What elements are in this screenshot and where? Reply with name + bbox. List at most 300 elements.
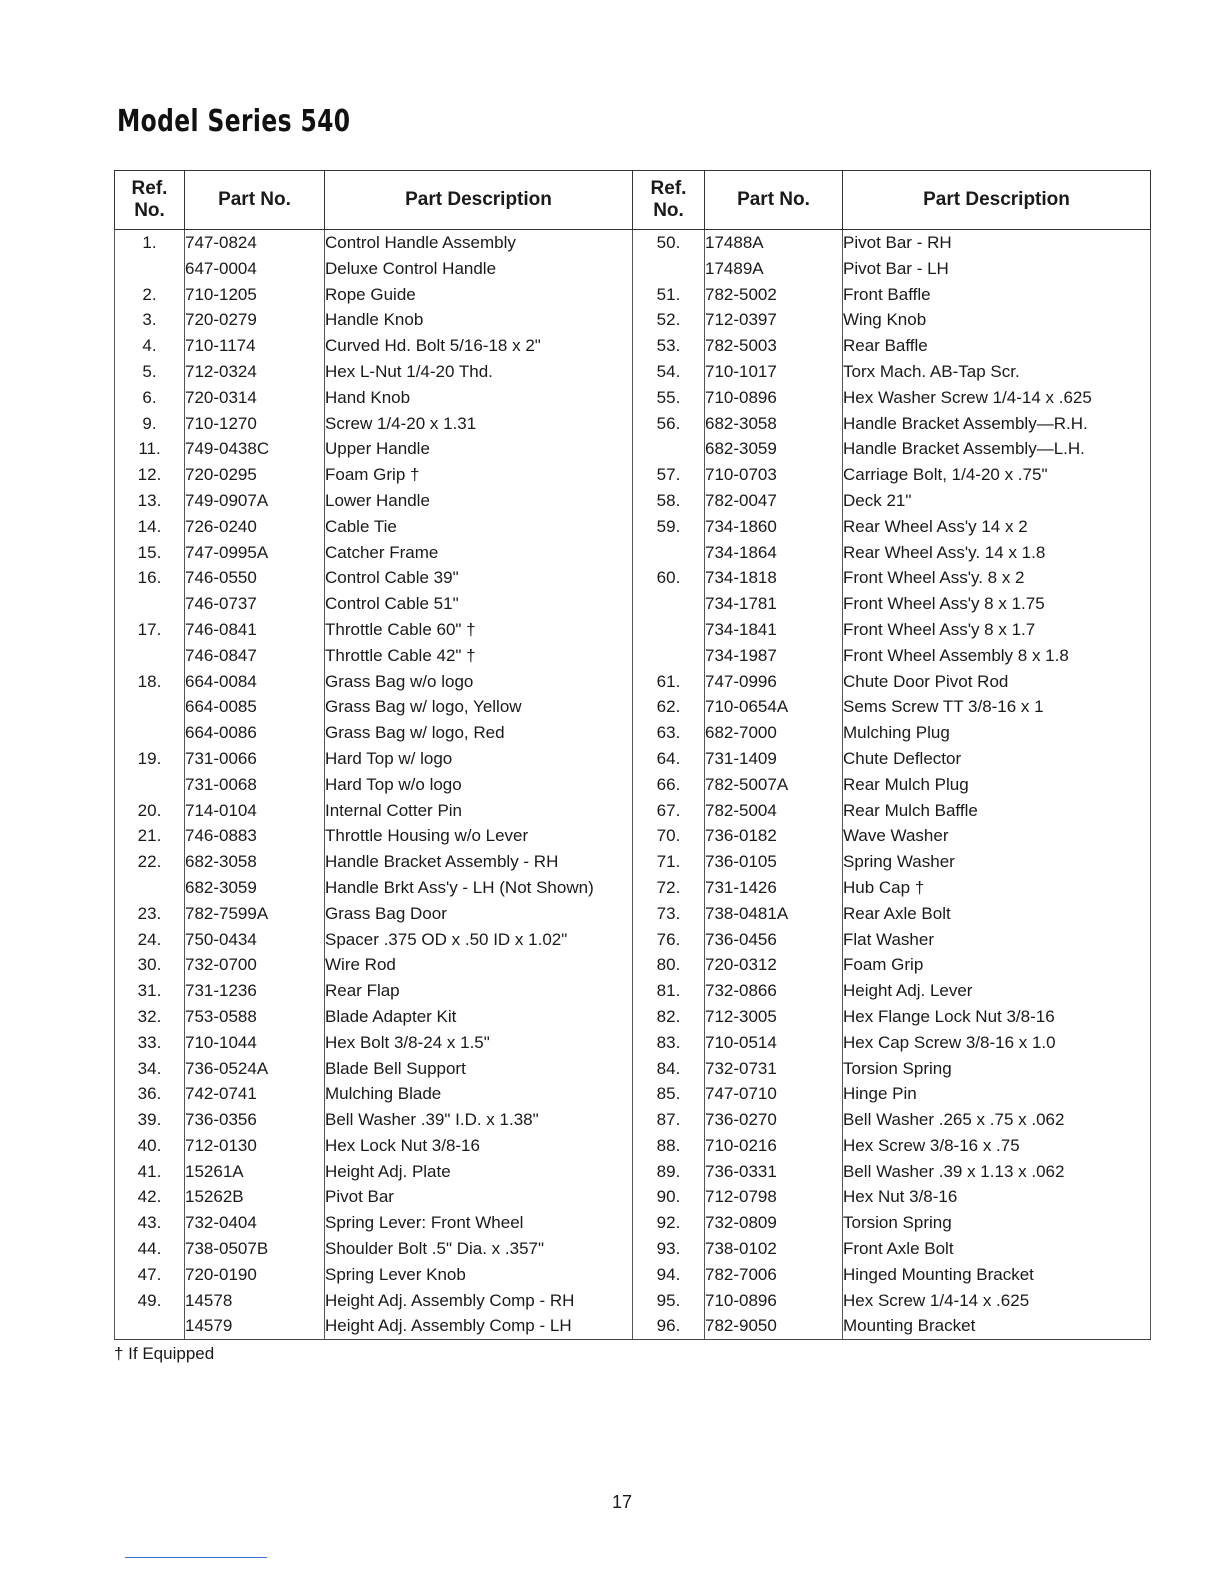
- part-no-cell: 732-0866: [705, 978, 843, 1004]
- part-no-cell: 710-1174: [185, 333, 325, 359]
- part-no-cell: 731-0066: [185, 746, 325, 772]
- table-row: [115, 359, 1151, 385]
- table-row: [115, 230, 1151, 256]
- ref-no-cell: 70.: [633, 823, 705, 849]
- part-description-cell: Blade Adapter Kit: [325, 1004, 633, 1030]
- part-description-cell: Grass Bag w/ logo, Yellow: [325, 694, 633, 720]
- part-description-cell: Rear Axle Bolt: [843, 901, 1151, 927]
- ref-no-cell: 87.: [633, 1107, 705, 1133]
- part-description-cell: Rear Mulch Baffle: [843, 798, 1151, 824]
- part-no-cell: 710-1270: [185, 411, 325, 437]
- table-row: [115, 694, 1151, 720]
- part-description-cell: Rear Baffle: [843, 333, 1151, 359]
- table-header-row: [115, 171, 1151, 230]
- table-row: [115, 849, 1151, 875]
- ref-no-cell: 21.: [115, 823, 185, 849]
- part-description-cell: Hard Top w/o logo: [325, 772, 633, 798]
- table-row: [115, 1313, 1151, 1339]
- part-no-cell: 782-5007A: [705, 772, 843, 798]
- ref-no-cell: 62.: [633, 694, 705, 720]
- table-row: [115, 978, 1151, 1004]
- part-no-cell: 664-0084: [185, 669, 325, 695]
- header-ref-no-2: Ref. No.: [633, 171, 705, 230]
- part-no-cell: 747-0996: [705, 669, 843, 695]
- ref-no-cell: 49.: [115, 1288, 185, 1314]
- ref-no-cell: 1.: [115, 230, 185, 256]
- part-description-cell: Handle Bracket Assembly - RH: [325, 849, 633, 875]
- table-row: [115, 565, 1151, 591]
- part-no-cell: 746-0883: [185, 823, 325, 849]
- header-part-description-2: Part Description: [843, 171, 1151, 230]
- ref-no-cell: 96.: [633, 1313, 705, 1339]
- part-description-cell: Throttle Cable 60" †: [325, 617, 633, 643]
- ref-no-cell: 71.: [633, 849, 705, 875]
- part-description-cell: Rear Wheel Ass'y. 14 x 1.8: [843, 540, 1151, 566]
- part-description-cell: Front Wheel Ass'y 8 x 1.75: [843, 591, 1151, 617]
- part-no-cell: 782-9050: [705, 1313, 843, 1339]
- part-no-cell: 682-3058: [185, 849, 325, 875]
- ref-no-cell: 32.: [115, 1004, 185, 1030]
- part-description-cell: Hex Screw 3/8-16 x .75: [843, 1133, 1151, 1159]
- ref-no-cell: 11.: [115, 436, 185, 462]
- part-no-cell: 712-0397: [705, 307, 843, 333]
- part-no-cell: 738-0507B: [185, 1236, 325, 1262]
- part-description-cell: Hex Flange Lock Nut 3/8-16: [843, 1004, 1151, 1030]
- ref-no-cell: 15.: [115, 540, 185, 566]
- part-description-cell: Grass Bag w/ logo, Red: [325, 720, 633, 746]
- ref-no-cell: [633, 643, 705, 669]
- ref-no-cell: 83.: [633, 1030, 705, 1056]
- part-no-cell: 714-0104: [185, 798, 325, 824]
- part-description-cell: Rope Guide: [325, 282, 633, 308]
- ref-no-cell: [633, 540, 705, 566]
- table-row: [115, 1236, 1151, 1262]
- part-description-cell: Front Wheel Assembly 8 x 1.8: [843, 643, 1151, 669]
- part-description-cell: Hinged Mounting Bracket: [843, 1262, 1151, 1288]
- table-row: [115, 436, 1151, 462]
- ref-no-cell: 55.: [633, 385, 705, 411]
- part-no-cell: 712-0130: [185, 1133, 325, 1159]
- part-description-cell: Deck 21": [843, 488, 1151, 514]
- part-no-cell: 749-0438C: [185, 436, 325, 462]
- part-no-cell: 731-1409: [705, 746, 843, 772]
- ref-no-cell: 82.: [633, 1004, 705, 1030]
- part-description-cell: Control Cable 39": [325, 565, 633, 591]
- part-no-cell: 731-0068: [185, 772, 325, 798]
- part-description-cell: Height Adj. Lever: [843, 978, 1151, 1004]
- part-no-cell: 738-0102: [705, 1236, 843, 1262]
- header-part-no-2: Part No.: [705, 171, 843, 230]
- ref-no-cell: 57.: [633, 462, 705, 488]
- ref-no-cell: 17.: [115, 617, 185, 643]
- part-no-cell: 710-0896: [705, 385, 843, 411]
- ref-no-cell: 3.: [115, 307, 185, 333]
- ref-no-cell: 56.: [633, 411, 705, 437]
- ref-no-cell: 42.: [115, 1184, 185, 1210]
- part-no-cell: 726-0240: [185, 514, 325, 540]
- part-no-cell: 17488A: [705, 230, 843, 256]
- table-row: [115, 1262, 1151, 1288]
- part-no-cell: 710-0514: [705, 1030, 843, 1056]
- part-description-cell: Foam Grip: [843, 952, 1151, 978]
- part-no-cell: 731-1426: [705, 875, 843, 901]
- part-description-cell: Height Adj. Assembly Comp - RH: [325, 1288, 633, 1314]
- part-description-cell: Screw 1/4-20 x 1.31: [325, 411, 633, 437]
- part-description-cell: Spring Washer: [843, 849, 1151, 875]
- table-row: [115, 798, 1151, 824]
- part-no-cell: 682-3059: [705, 436, 843, 462]
- table-row: [115, 875, 1151, 901]
- part-no-cell: 747-0995A: [185, 540, 325, 566]
- part-no-cell: 647-0004: [185, 256, 325, 282]
- part-no-cell: 720-0314: [185, 385, 325, 411]
- part-no-cell: 749-0907A: [185, 488, 325, 514]
- ref-no-cell: 43.: [115, 1210, 185, 1236]
- part-no-cell: 734-1818: [705, 565, 843, 591]
- part-description-cell: Torx Mach. AB-Tap Scr.: [843, 359, 1151, 385]
- part-description-cell: Deluxe Control Handle: [325, 256, 633, 282]
- ref-no-cell: 24.: [115, 927, 185, 953]
- table-row: [115, 411, 1151, 437]
- part-description-cell: Front Baffle: [843, 282, 1151, 308]
- part-description-cell: Chute Door Pivot Rod: [843, 669, 1151, 695]
- part-no-cell: 720-0295: [185, 462, 325, 488]
- part-no-cell: 732-0731: [705, 1056, 843, 1082]
- part-no-cell: 736-0105: [705, 849, 843, 875]
- part-no-cell: 747-0710: [705, 1081, 843, 1107]
- part-no-cell: 15262B: [185, 1184, 325, 1210]
- ref-no-cell: 22.: [115, 849, 185, 875]
- part-description-cell: Bell Washer .39" I.D. x 1.38": [325, 1107, 633, 1133]
- part-description-cell: Hex Nut 3/8-16: [843, 1184, 1151, 1210]
- part-no-cell: 712-3005: [705, 1004, 843, 1030]
- part-no-cell: 664-0085: [185, 694, 325, 720]
- ref-no-cell: [115, 694, 185, 720]
- table-row: [115, 669, 1151, 695]
- divider-line: [125, 1557, 267, 1558]
- table-row: [115, 333, 1151, 359]
- table-row: [115, 1133, 1151, 1159]
- part-description-cell: Curved Hd. Bolt 5/16-18 x 2": [325, 333, 633, 359]
- part-no-cell: 753-0588: [185, 1004, 325, 1030]
- ref-no-cell: 54.: [633, 359, 705, 385]
- part-no-cell: 746-0841: [185, 617, 325, 643]
- part-no-cell: 710-1017: [705, 359, 843, 385]
- ref-no-cell: 14.: [115, 514, 185, 540]
- part-no-cell: 736-0456: [705, 927, 843, 953]
- part-no-cell: 734-1860: [705, 514, 843, 540]
- header-part-no: Part No.: [185, 171, 325, 230]
- part-no-cell: 746-0847: [185, 643, 325, 669]
- part-description-cell: Bell Washer .265 x .75 x .062: [843, 1107, 1151, 1133]
- table-row: [115, 282, 1151, 308]
- ref-no-cell: 33.: [115, 1030, 185, 1056]
- part-no-cell: 747-0824: [185, 230, 325, 256]
- part-description-cell: Handle Brkt Ass'y - LH (Not Shown): [325, 875, 633, 901]
- part-no-cell: 731-1236: [185, 978, 325, 1004]
- ref-no-cell: 66.: [633, 772, 705, 798]
- table-row: [115, 720, 1151, 746]
- part-description-cell: Rear Flap: [325, 978, 633, 1004]
- part-description-cell: Handle Bracket Assembly—L.H.: [843, 436, 1151, 462]
- ref-no-cell: 72.: [633, 875, 705, 901]
- table-row: [115, 1030, 1151, 1056]
- ref-no-cell: 13.: [115, 488, 185, 514]
- part-no-cell: 736-0524A: [185, 1056, 325, 1082]
- ref-no-cell: 40.: [115, 1133, 185, 1159]
- part-no-cell: 736-0182: [705, 823, 843, 849]
- ref-no-cell: 18.: [115, 669, 185, 695]
- part-no-cell: 746-0737: [185, 591, 325, 617]
- table-row: [115, 772, 1151, 798]
- ref-no-cell: 76.: [633, 927, 705, 953]
- part-no-cell: 710-0216: [705, 1133, 843, 1159]
- ref-no-cell: 73.: [633, 901, 705, 927]
- part-description-cell: Rear Wheel Ass'y 14 x 2: [843, 514, 1151, 540]
- part-no-cell: 682-7000: [705, 720, 843, 746]
- part-no-cell: 664-0086: [185, 720, 325, 746]
- part-description-cell: Shoulder Bolt .5" Dia. x .357": [325, 1236, 633, 1262]
- part-no-cell: 782-5002: [705, 282, 843, 308]
- ref-no-cell: 34.: [115, 1056, 185, 1082]
- part-description-cell: Hex Washer Screw 1/4-14 x .625: [843, 385, 1151, 411]
- part-description-cell: Hex L-Nut 1/4-20 Thd.: [325, 359, 633, 385]
- ref-no-cell: [633, 617, 705, 643]
- table-body: [115, 230, 1151, 1340]
- ref-no-cell: 6.: [115, 385, 185, 411]
- footnote: † If Equipped: [114, 1344, 215, 1363]
- part-description-cell: Hex Screw 1/4-14 x .625: [843, 1288, 1151, 1314]
- ref-no-cell: 80.: [633, 952, 705, 978]
- part-description-cell: Torsion Spring: [843, 1210, 1151, 1236]
- ref-no-cell: 58.: [633, 488, 705, 514]
- table-row: [115, 643, 1151, 669]
- part-no-cell: 736-0356: [185, 1107, 325, 1133]
- table-row: [115, 385, 1151, 411]
- part-description-cell: Bell Washer .39 x 1.13 x .062: [843, 1159, 1151, 1185]
- ref-no-cell: 47.: [115, 1262, 185, 1288]
- part-no-cell: 15261A: [185, 1159, 325, 1185]
- ref-no-cell: 31.: [115, 978, 185, 1004]
- part-description-cell: Pivot Bar: [325, 1184, 633, 1210]
- part-description-cell: Upper Handle: [325, 436, 633, 462]
- table-row: [115, 591, 1151, 617]
- part-no-cell: 710-0654A: [705, 694, 843, 720]
- part-description-cell: Wing Knob: [843, 307, 1151, 333]
- ref-no-cell: 50.: [633, 230, 705, 256]
- ref-no-cell: [633, 436, 705, 462]
- part-description-cell: Lower Handle: [325, 488, 633, 514]
- part-description-cell: Spring Lever Knob: [325, 1262, 633, 1288]
- page-title: Model Series 540: [117, 104, 351, 139]
- part-no-cell: 782-0047: [705, 488, 843, 514]
- table-row: [115, 514, 1151, 540]
- part-no-cell: 742-0741: [185, 1081, 325, 1107]
- table-row: [115, 1184, 1151, 1210]
- table-row: [115, 307, 1151, 333]
- part-description-cell: Wave Washer: [843, 823, 1151, 849]
- part-no-cell: 782-5004: [705, 798, 843, 824]
- ref-no-cell: [115, 591, 185, 617]
- part-description-cell: Grass Bag w/o logo: [325, 669, 633, 695]
- ref-no-cell: 95.: [633, 1288, 705, 1314]
- part-description-cell: Blade Bell Support: [325, 1056, 633, 1082]
- ref-no-cell: 16.: [115, 565, 185, 591]
- ref-no-cell: [115, 256, 185, 282]
- part-description-cell: Grass Bag Door: [325, 901, 633, 927]
- ref-no-cell: 9.: [115, 411, 185, 437]
- ref-no-cell: 44.: [115, 1236, 185, 1262]
- part-description-cell: Hand Knob: [325, 385, 633, 411]
- ref-no-cell: 85.: [633, 1081, 705, 1107]
- part-description-cell: Spring Lever: Front Wheel: [325, 1210, 633, 1236]
- part-description-cell: Sems Screw TT 3/8-16 x 1: [843, 694, 1151, 720]
- part-no-cell: 720-0190: [185, 1262, 325, 1288]
- ref-no-cell: [115, 1313, 185, 1339]
- ref-no-cell: 23.: [115, 901, 185, 927]
- part-description-cell: Mulching Plug: [843, 720, 1151, 746]
- table-row: [115, 1210, 1151, 1236]
- parts-table: [114, 170, 1151, 1340]
- part-description-cell: Flat Washer: [843, 927, 1151, 953]
- part-no-cell: 732-0809: [705, 1210, 843, 1236]
- part-no-cell: 710-1044: [185, 1030, 325, 1056]
- table-row: [115, 488, 1151, 514]
- table-row: [115, 1107, 1151, 1133]
- table-row: [115, 746, 1151, 772]
- ref-no-cell: 61.: [633, 669, 705, 695]
- ref-no-cell: 63.: [633, 720, 705, 746]
- part-no-cell: 732-0700: [185, 952, 325, 978]
- part-description-cell: Wire Rod: [325, 952, 633, 978]
- part-no-cell: 710-1205: [185, 282, 325, 308]
- part-no-cell: 734-1987: [705, 643, 843, 669]
- table-row: [115, 617, 1151, 643]
- ref-no-cell: [115, 720, 185, 746]
- part-no-cell: 782-7006: [705, 1262, 843, 1288]
- ref-no-cell: 36.: [115, 1081, 185, 1107]
- table-row: [115, 1159, 1151, 1185]
- ref-no-cell: [115, 643, 185, 669]
- part-description-cell: Front Wheel Ass'y. 8 x 2: [843, 565, 1151, 591]
- part-description-cell: Handle Knob: [325, 307, 633, 333]
- header-ref-no: Ref. No.: [115, 171, 185, 230]
- part-no-cell: 710-0703: [705, 462, 843, 488]
- part-description-cell: Mounting Bracket: [843, 1313, 1151, 1339]
- part-no-cell: 732-0404: [185, 1210, 325, 1236]
- part-description-cell: Hex Lock Nut 3/8-16: [325, 1133, 633, 1159]
- ref-no-cell: 2.: [115, 282, 185, 308]
- ref-no-cell: 20.: [115, 798, 185, 824]
- part-description-cell: Handle Bracket Assembly—R.H.: [843, 411, 1151, 437]
- ref-no-cell: 39.: [115, 1107, 185, 1133]
- ref-no-cell: 5.: [115, 359, 185, 385]
- table-row: [115, 952, 1151, 978]
- ref-no-cell: 30.: [115, 952, 185, 978]
- part-description-cell: Torsion Spring: [843, 1056, 1151, 1082]
- ref-no-cell: 92.: [633, 1210, 705, 1236]
- part-description-cell: Mulching Blade: [325, 1081, 633, 1107]
- part-no-cell: 734-1781: [705, 591, 843, 617]
- table-row: [115, 540, 1151, 566]
- part-description-cell: Front Axle Bolt: [843, 1236, 1151, 1262]
- table-row: [115, 927, 1151, 953]
- part-description-cell: Foam Grip †: [325, 462, 633, 488]
- ref-no-cell: 64.: [633, 746, 705, 772]
- part-no-cell: 682-3059: [185, 875, 325, 901]
- part-no-cell: 712-0798: [705, 1184, 843, 1210]
- part-description-cell: Spacer .375 OD x .50 ID x 1.02": [325, 927, 633, 953]
- table-row: [115, 1081, 1151, 1107]
- part-no-cell: 682-3058: [705, 411, 843, 437]
- part-no-cell: 14579: [185, 1313, 325, 1339]
- part-description-cell: Pivot Bar - LH: [843, 256, 1151, 282]
- part-no-cell: 746-0550: [185, 565, 325, 591]
- part-description-cell: Control Handle Assembly: [325, 230, 633, 256]
- ref-no-cell: [115, 772, 185, 798]
- part-description-cell: Hex Cap Screw 3/8-16 x 1.0: [843, 1030, 1151, 1056]
- part-no-cell: 720-0279: [185, 307, 325, 333]
- part-no-cell: 736-0270: [705, 1107, 843, 1133]
- part-no-cell: 734-1864: [705, 540, 843, 566]
- part-no-cell: 17489A: [705, 256, 843, 282]
- ref-no-cell: 59.: [633, 514, 705, 540]
- part-description-cell: Pivot Bar - RH: [843, 230, 1151, 256]
- part-description-cell: Hub Cap †: [843, 875, 1151, 901]
- part-description-cell: Internal Cotter Pin: [325, 798, 633, 824]
- part-description-cell: Throttle Housing w/o Lever: [325, 823, 633, 849]
- ref-no-cell: 53.: [633, 333, 705, 359]
- ref-no-cell: 19.: [115, 746, 185, 772]
- part-description-cell: Hex Bolt 3/8-24 x 1.5": [325, 1030, 633, 1056]
- part-description-cell: Rear Mulch Plug: [843, 772, 1151, 798]
- part-no-cell: 14578: [185, 1288, 325, 1314]
- part-no-cell: 734-1841: [705, 617, 843, 643]
- part-no-cell: 782-5003: [705, 333, 843, 359]
- ref-no-cell: 81.: [633, 978, 705, 1004]
- ref-no-cell: 51.: [633, 282, 705, 308]
- table-row: [115, 823, 1151, 849]
- ref-no-cell: 93.: [633, 1236, 705, 1262]
- table-row: [115, 256, 1151, 282]
- part-no-cell: 782-7599A: [185, 901, 325, 927]
- ref-no-cell: 90.: [633, 1184, 705, 1210]
- part-description-cell: Throttle Cable 42" †: [325, 643, 633, 669]
- part-no-cell: 738-0481A: [705, 901, 843, 927]
- ref-no-cell: [633, 591, 705, 617]
- ref-no-cell: 52.: [633, 307, 705, 333]
- ref-no-cell: 12.: [115, 462, 185, 488]
- part-no-cell: 750-0434: [185, 927, 325, 953]
- ref-no-cell: 60.: [633, 565, 705, 591]
- table-row: [115, 1288, 1151, 1314]
- part-description-cell: Height Adj. Assembly Comp - LH: [325, 1313, 633, 1339]
- page-number: 17: [612, 1492, 633, 1512]
- part-description-cell: Cable Tie: [325, 514, 633, 540]
- part-description-cell: Height Adj. Plate: [325, 1159, 633, 1185]
- table-row: [115, 462, 1151, 488]
- header-part-description: Part Description: [325, 171, 633, 230]
- table-row: [115, 1056, 1151, 1082]
- ref-no-cell: 94.: [633, 1262, 705, 1288]
- part-description-cell: Front Wheel Ass'y 8 x 1.7: [843, 617, 1151, 643]
- ref-no-cell: 89.: [633, 1159, 705, 1185]
- part-description-cell: Chute Deflector: [843, 746, 1151, 772]
- part-description-cell: Hinge Pin: [843, 1081, 1151, 1107]
- ref-no-cell: [633, 256, 705, 282]
- part-no-cell: 736-0331: [705, 1159, 843, 1185]
- part-description-cell: Carriage Bolt, 1/4-20 x .75": [843, 462, 1151, 488]
